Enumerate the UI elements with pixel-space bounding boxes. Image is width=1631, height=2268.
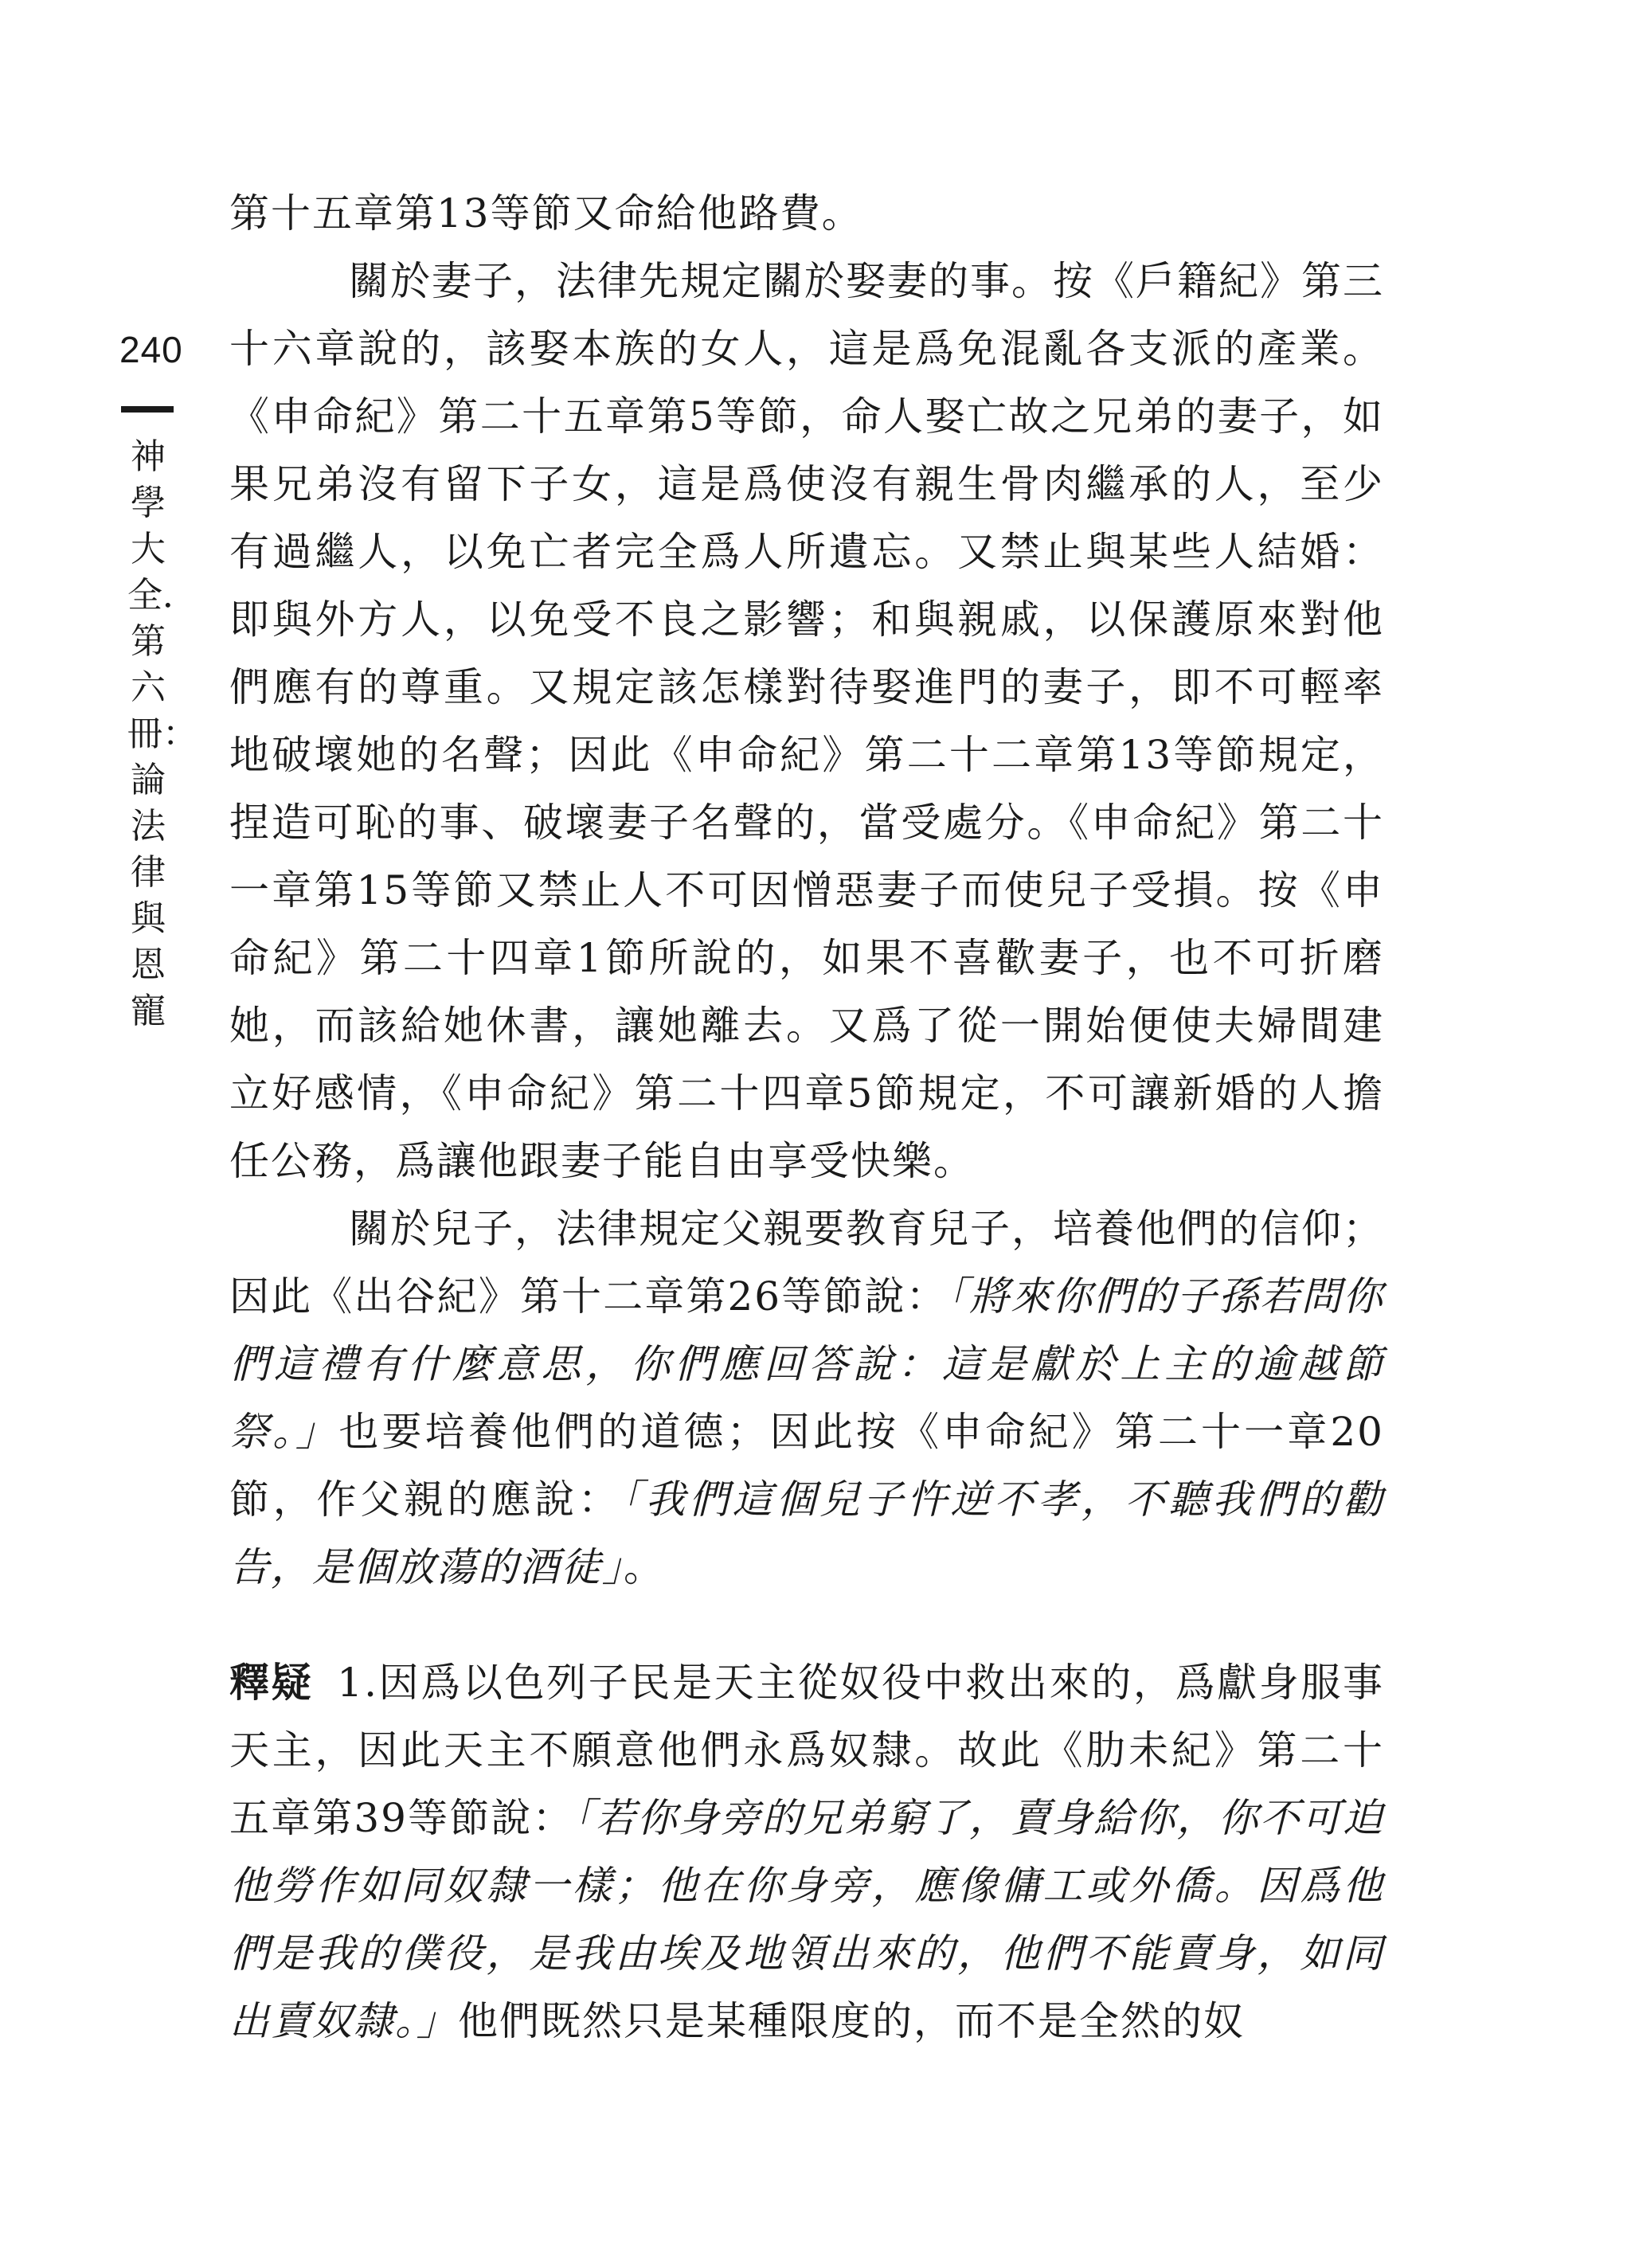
paragraph-sons (229, 1195, 1384, 1601)
page-number: 240 (119, 329, 183, 370)
reply-text-1: 1.因爲以色列子民是天主從奴役中救出來的，爲獻身服事天主，因此天主不願意他們永爲奴隸。故此《肋未紀》第二十五章第39等節說： (229, 1660, 1384, 1841)
quote-leviticus: 「若你身旁的兄弟窮了，賣身給你，你不可迫他勞作如同奴隸一樣；他在你身旁，應像傭工或外僑。因爲他們是我的僕役，是我由埃及地領出來的，他們不能賣身，如同出賣奴隸。」 (229, 1795, 1384, 2044)
reply-label: 釋疑 (229, 1660, 314, 1706)
running-title: 神學大全．第六冊：論法律與恩寵 (127, 436, 198, 1031)
quote-deuteronomy: 「我們這個兒子忤逆不孝，不聽我們的勸告，是個放蕩的酒徒」 (229, 1476, 1385, 1590)
quote-exodus: 「將來你們的子孫若問你們這禮有什麼意思，你們應回答說：這是獻於上主的逾越節祭。」 (229, 1273, 1384, 1455)
sons-text-2: 也要培養他們的道德；因此按《申命紀》第二十一章20節，作父親的應說： (229, 1409, 1384, 1523)
sons-text-1: 關於兒子，法律規定父親要教育兒子，培養他們的信仰；因此《出谷紀》第十二章第26等節說： (229, 1206, 1384, 1320)
section-gap (229, 1601, 1384, 1649)
sons-text-3: 。 (624, 1544, 665, 1590)
main-text (229, 180, 1384, 2055)
reply-text-2: 他們既然只是某種限度的，而不是全然的奴 (458, 1998, 1245, 2044)
paragraph-continuation: 第十五章第13等節又命給他路費。 (229, 190, 863, 237)
page-number-rule (121, 406, 174, 413)
paragraph-wives: 關於妻子，法律先規定關於娶妻的事。按《戶籍紀》第三十六章說的，該娶本族的女人，這是爲免混亂各支派的產業。《申命紀》第二十五章第5等節，命人娶亡故之兄弟的妻子，如果兄弟沒有留下子女，這是爲使沒有親生骨肉繼承的人，至少有過繼人，以免亡者完全爲人所遺忘。又禁止與某些人結婚：即與外方人，以免受不良之影響；和與親戚，以保護原來對他們應有的尊重。又規定該怎樣對待娶進門的妻子，即不可輕率地破壞她的名聲；因此《申命紀》第二十二章第13等節規定，捏造可恥的事、破壞妻子名聲的，當受處分。《申命紀》第二十一章第15等節又禁止人不可因憎惡妻子而使兒子受損。按《申命紀》第二十四章1節所說的，如果不喜歡妻子，也不可折磨她，而該給她休書，讓她離去。又爲了從一開始便使夫婦間建立好感情，《申命紀》第二十四章5節規定，不可讓新婚的人擔任公務，爲讓他跟妻子能自由享受快樂。 (229, 258, 1384, 1184)
paragraph-reply (229, 1649, 1384, 2055)
